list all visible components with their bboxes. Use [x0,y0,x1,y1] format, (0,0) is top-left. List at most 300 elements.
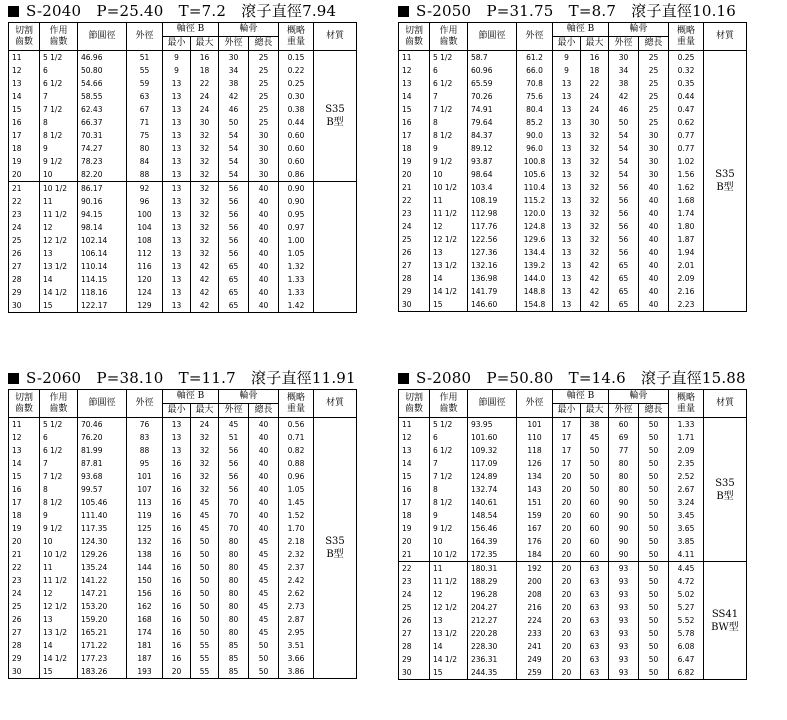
table-cell: 13 [163,431,191,444]
table-cell: 14 [399,457,430,470]
table-cell: 5 1/2 [430,418,468,432]
table-cell: 13 [553,103,581,116]
table-cell: 56 [609,246,639,259]
table-cell: 167 [517,522,553,535]
table-cell: 111.40 [78,509,127,522]
table-cell: 32 [581,129,609,142]
table-cell: 216 [517,601,553,614]
table-title [8,367,389,389]
table-cell: 55 [191,665,219,679]
table-row [9,116,357,129]
table-title [8,0,389,22]
table-cell: 50 [639,601,669,614]
table-cell: 38 [581,418,609,432]
table-cell: 80 [219,587,249,600]
table-cell: 9 1/2 [430,155,468,168]
table-cell: 1.42 [279,299,314,313]
table-cell: 50 [639,509,669,522]
table-cell: 13 [553,90,581,103]
table-cell: 80 [219,535,249,548]
table-cell: 25 [249,116,279,129]
table-row [399,259,747,272]
table-cell: 30 [639,129,669,142]
table-cell: 30 [191,116,219,129]
table-row [399,444,747,457]
table-cell: 93.87 [468,155,517,168]
table-cell: 50 [639,666,669,680]
table-cell: 60 [581,522,609,535]
table-cell: 5 1/2 [430,51,468,65]
table-cell: 12 1/2 [40,600,78,613]
table-cell: 23 [9,574,40,587]
table-cell: 13 [163,260,191,273]
table-cell: 13 [40,247,78,260]
table-cell: 134.4 [517,246,553,259]
table-cell: 13 [553,220,581,233]
table-cell: 13 [163,103,191,116]
table-row [399,233,747,246]
table-cell: 24 [9,587,40,600]
table-cell: 20 [9,535,40,548]
table-cell: 24 [191,418,219,432]
table-cell: 40 [639,259,669,272]
table-cell: 102.14 [78,234,127,247]
header-material: 材質 [314,390,357,418]
table-cell: 32 [191,142,219,155]
table-cell: 63 [581,601,609,614]
table-cell: 50 [639,483,669,496]
table-cell: 117.35 [78,522,127,535]
table-cell: 50 [191,600,219,613]
table-cell: 151 [517,496,553,509]
table-cell: 40 [249,431,279,444]
table-cell: 13 [553,246,581,259]
table-cell: 13 [163,234,191,247]
table-cell: 40 [639,194,669,207]
table-cell: 212.27 [468,614,517,627]
header-bore-min: 最小 [163,37,191,51]
table-cell: 12 [399,64,430,77]
table-cell: 13 [163,273,191,286]
table-cell: 14 [40,639,78,652]
table-cell: 1.87 [669,233,704,246]
table-cell: 17 [9,129,40,142]
table-cell: 9 [163,51,191,65]
table-cell: 90 [609,548,639,562]
table-cell: 71 [127,116,163,129]
table-cell: 32 [191,168,219,182]
table-cell: 93 [609,601,639,614]
table-cell: 29 [399,653,430,666]
header-pitch-diameter: 節圓徑 [468,390,517,418]
table-cell: 78.23 [78,155,127,168]
table-cell: 24 [9,221,40,234]
table-cell: 6 [40,431,78,444]
table-cell: 13 1/2 [40,626,78,639]
table-cell: 156 [127,587,163,600]
table-row [399,640,747,653]
table-cell: 90 [609,522,639,535]
table-cell: 90 [609,535,639,548]
table-row [9,64,357,77]
table-cell: 40 [249,509,279,522]
table-cell: 80 [219,574,249,587]
table-row [399,483,747,496]
table-cell: 50 [639,575,669,588]
table-cell: 0.88 [279,457,314,470]
header-bore-min: 最小 [553,404,581,418]
table-cell: 108 [127,234,163,247]
table-cell: 40 [639,298,669,312]
table-cell: 1.45 [279,496,314,509]
table-cell: 16 [163,496,191,509]
table-row [399,418,747,432]
table-cell: 80 [219,613,249,626]
table-cell: 13 [553,168,581,181]
table-cell: 56 [219,221,249,234]
header-outer-diameter: 外徑 [517,390,553,418]
table-cell: 50 [639,640,669,653]
table-cell: 54 [609,168,639,181]
header-hub-length: 總長 [639,37,669,51]
table-cell: 10 [430,168,468,181]
table-cell: 30 [249,129,279,142]
header-bore-min: 最小 [553,37,581,51]
table-cell: 30 [249,155,279,168]
table-cell: 16 [163,535,191,548]
table-cell: 115.2 [517,194,553,207]
table-cell: 51 [219,431,249,444]
table-cell: 15 [40,665,78,679]
table-cell: 13 [9,77,40,90]
table-cell: 38 [219,77,249,90]
table-cell: 56 [609,220,639,233]
table-cell: 2.87 [279,613,314,626]
table-cell: 29 [9,286,40,299]
table-cell: 14 1/2 [40,652,78,665]
table-row [9,548,357,561]
table-cell: 132.16 [468,259,517,272]
header-bore: 軸徑 B [553,390,609,404]
table-cell: 14 [399,90,430,103]
table-cell: 30 [581,116,609,129]
table-cell: 50 [639,562,669,576]
table-cell: 50 [639,627,669,640]
table-cell: 176 [517,535,553,548]
table-cell: 50 [581,444,609,457]
table-cell: 0.25 [669,51,704,65]
header-effective-teeth: 作用 齒數 [430,23,468,51]
table-cell: 11 [9,418,40,432]
table-cell: 60.96 [468,64,517,77]
table-cell: 22 [191,77,219,90]
table-cell: 20 [553,666,581,680]
table-cell: 42 [581,259,609,272]
table-cell: 50 [581,457,609,470]
square-bullet-icon [8,373,19,384]
table-row [399,509,747,522]
table-row [399,548,747,562]
table-cell: 17 [553,457,581,470]
table-cell: 17 [553,418,581,432]
table-cell: 50 [249,652,279,665]
table-cell: 114.15 [78,273,127,286]
table-cell: 17 [9,496,40,509]
material-cell: SS41 BW型 [704,562,747,680]
table-cell: 30 [399,666,430,680]
table-cell: 80 [609,470,639,483]
table-cell: 14 1/2 [430,653,468,666]
table-title [398,367,779,389]
table-cell: 1.94 [669,246,704,259]
table-cell: 76.20 [78,431,127,444]
table-row [399,601,747,614]
table-cell: 183.26 [78,665,127,679]
table-cell: 50 [191,548,219,561]
table-cell: 8 [430,483,468,496]
table-cell: 30 [249,168,279,182]
material-cell: S35 B型 [704,51,747,312]
table-cell: 30 [639,142,669,155]
table-cell: 13 [163,129,191,142]
header-outer-diameter: 外徑 [517,23,553,51]
square-bullet-icon [398,373,409,384]
table-cell: 55 [191,652,219,665]
table-cell: 13 [553,181,581,194]
table-cell: 24 [581,90,609,103]
table-cell: 32 [581,168,609,181]
table-cell: 94.15 [78,208,127,221]
table-cell: 21 [399,181,430,194]
material-cell: S35 B型 [704,418,747,562]
table-cell: 93 [609,666,639,680]
table-cell: 10 [40,168,78,182]
table-cell: 32 [581,246,609,259]
table-cell: 8 [40,116,78,129]
table-cell: 2.73 [279,600,314,613]
table-cell: 50 [639,444,669,457]
table-cell: 56 [219,195,249,208]
table-cell: 5.52 [669,614,704,627]
table-cell: 259 [517,666,553,680]
table-cell: 12 [9,64,40,77]
table-cell: 93 [609,653,639,666]
material-cell: S35 B型 [314,418,357,679]
table-cell: 12 [9,431,40,444]
table-cell: 50 [219,116,249,129]
table-cell: 82.20 [78,168,127,182]
table-cell: 30 [9,299,40,313]
header-hub: 輪骨 [609,23,669,37]
table-cell: 177.23 [78,652,127,665]
table-cell: 144 [127,561,163,574]
table-cell: 184 [517,548,553,562]
table-cell: 15 [430,298,468,312]
table-cell: 74.91 [468,103,517,116]
header-hub-outer: 外徑 [219,37,249,51]
table-cell: 42 [191,273,219,286]
header-weight: 概略 重量 [279,23,314,51]
table-cell: 40 [639,285,669,298]
table-cell: 144.0 [517,272,553,285]
table-cell: 3.51 [279,639,314,652]
table-cell: 32 [191,182,219,196]
table-row [399,168,747,181]
table-cell: 14 [430,272,468,285]
table-cell: 2.01 [669,259,704,272]
table-cell: 20 [553,562,581,576]
table-cell: 40 [249,457,279,470]
table-row [9,444,357,457]
table-cell: 93 [609,575,639,588]
table-cell: 59 [127,77,163,90]
table-cell: 14 [9,90,40,103]
table-cell: 188.29 [468,575,517,588]
table-cell: 22 [9,195,40,208]
header-hub-length: 總長 [249,404,279,418]
table-cell: 120 [127,273,163,286]
table-cell: 65 [219,299,249,313]
table-cell: 40 [249,273,279,286]
table-cell: 15 [430,666,468,680]
table-cell: 55 [191,639,219,652]
table-cell: 0.86 [279,168,314,182]
header-hub-length: 總長 [249,37,279,51]
table-cell: 90 [609,496,639,509]
table-cell: 66.0 [517,64,553,77]
table-cell: 187 [127,652,163,665]
table-cell: 45 [191,496,219,509]
table-cell: 12 1/2 [40,234,78,247]
header-bore-max: 最大 [581,37,609,51]
table-row [9,522,357,535]
table-cell: 42 [581,272,609,285]
table-cell: 93 [609,640,639,653]
table-cell: 14 1/2 [430,285,468,298]
table-cell: 46 [609,103,639,116]
table-cell: 140.61 [468,496,517,509]
table-cell: 92 [127,182,163,196]
table-cell: 54 [219,155,249,168]
table-cell: 45 [249,626,279,639]
table-row [399,51,747,65]
table-row [9,247,357,260]
table-row [9,535,357,548]
table-cell: 25 [249,77,279,90]
table-row [9,51,357,65]
table-cell: 0.38 [279,103,314,116]
table-cell: 103.4 [468,181,517,194]
table-cell: 32 [191,129,219,142]
table-cell: 180.31 [468,562,517,576]
table-cell: 29 [9,652,40,665]
table-cell: 5.02 [669,588,704,601]
table-cell: 50 [639,548,669,562]
table-cell: 110.14 [78,260,127,273]
table-cell: 12 [399,431,430,444]
table-cell: 6 1/2 [430,77,468,90]
table-cell: 20 [553,614,581,627]
table-cell: 50 [191,626,219,639]
table-row [9,652,357,665]
table-cell: 20 [553,640,581,653]
table-row [9,496,357,509]
table-cell: 134 [517,470,553,483]
table-row [399,535,747,548]
header-teeth: 切割 齒數 [399,23,430,51]
table-cell: 25 [639,116,669,129]
table-cell: 27 [9,260,40,273]
table-cell: 98.14 [78,221,127,234]
table-cell: 1.74 [669,207,704,220]
table-cell: 20 [553,470,581,483]
table-cell: 6 1/2 [40,444,78,457]
table-row [399,129,747,142]
table-cell: 13 [163,142,191,155]
table-cell: 9 1/2 [40,522,78,535]
table-cell: 13 [553,272,581,285]
table-cell: 100.8 [517,155,553,168]
table-cell: 70.26 [468,90,517,103]
table-cell: 12 1/2 [430,601,468,614]
table-cell: 27 [399,259,430,272]
table-cell: 40 [639,272,669,285]
table-cell: 4.72 [669,575,704,588]
table-row [9,234,357,247]
table-cell: 16 [163,470,191,483]
table-cell: 87.81 [78,457,127,470]
table-cell: 16 [399,483,430,496]
header-hub-outer: 外徑 [609,404,639,418]
table-cell: 124 [127,286,163,299]
table-cell: 16 [9,483,40,496]
spec-table [398,22,747,312]
table-cell: 249 [517,653,553,666]
table-cell: 106.14 [78,247,127,260]
table-cell: 19 [399,522,430,535]
table-cell: 40 [249,444,279,457]
table-cell: 26 [399,246,430,259]
table-row [399,653,747,666]
table-cell: 69 [609,431,639,444]
table-cell: 13 [163,299,191,313]
table-cell: 2.62 [279,587,314,600]
table-cell: 58.7 [468,51,517,65]
table-cell: 17 [399,496,430,509]
table-cell: 40 [249,496,279,509]
table-cell: 101 [127,470,163,483]
table-cell: 224 [517,614,553,627]
table-cell: 0.32 [669,64,704,77]
table-cell: 3.66 [279,652,314,665]
table-cell: 93.68 [78,470,127,483]
table-cell: 45 [249,561,279,574]
table-cell: 101.60 [468,431,517,444]
table-cell: 1.05 [279,247,314,260]
table-cell: 20 [553,627,581,640]
table-cell: 63 [581,575,609,588]
table-cell: 40 [249,483,279,496]
table-cell: 196.28 [468,588,517,601]
table-cell: 16 [581,51,609,65]
table-cell: 13 [553,77,581,90]
table-cell: 9 [163,64,191,77]
table-cell: 56 [609,207,639,220]
table-cell: 50 [639,431,669,444]
table-cell: 2.95 [279,626,314,639]
table-cell: 20 [553,588,581,601]
table-cell: 146.60 [468,298,517,312]
